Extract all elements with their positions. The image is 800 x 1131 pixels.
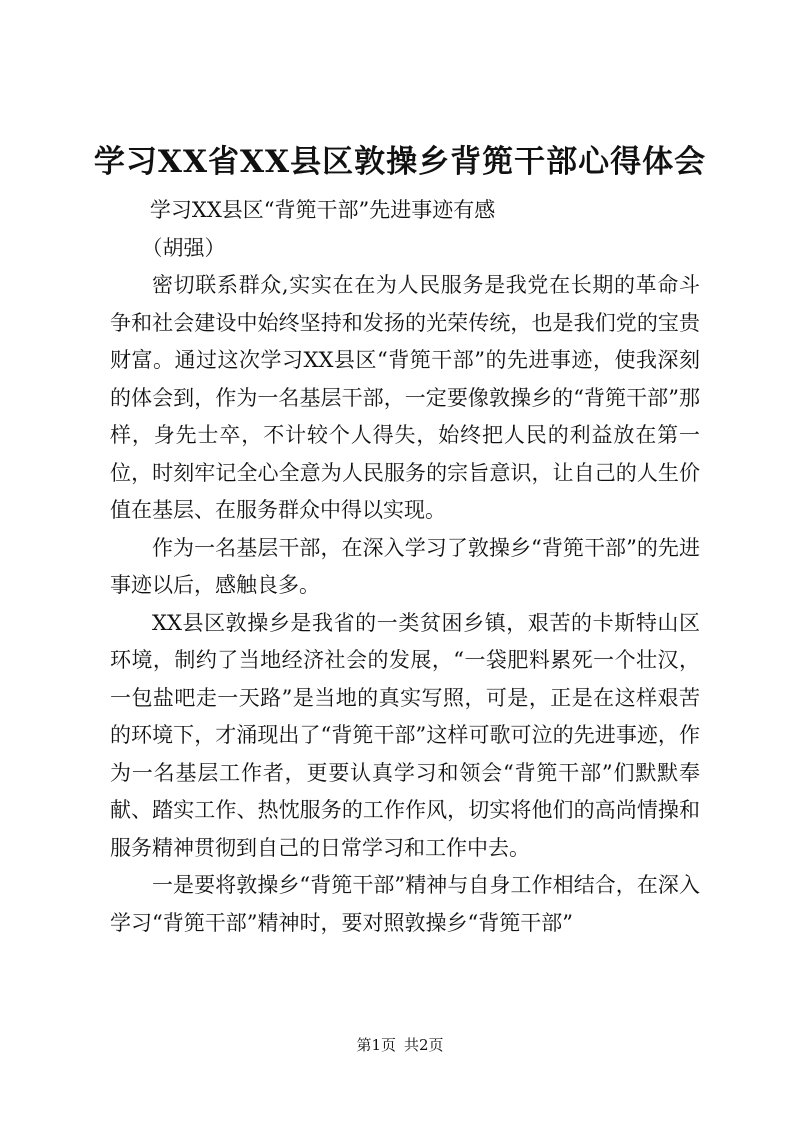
body-paragraph: 密切联系群众,实实在在为人民服务是我党在长期的革命斗争和社会建设中始终坚持和发扬的光荣传统，也是我们党的宝贵财富。通过这次学习XX县区“背篼干部”的先进事迹，使我深刻的体会到，作为一名基层干部，一定要像敦操乡的“背篼干部”那样，身先士卒，不计较个人得失，始终把人民的利益放在第一位，时刻牢记全心全意为人民服务的宗旨意识，让自己的人生价值在基层、在服务群众中得以实现。 (110, 273, 700, 522)
body-paragraph: XX县区敦操乡是我省的一类贫困乡镇，艰苦的卡斯特山区环境，制约了当地经济社会的发展，“一袋肥料累死一个壮汉，一包盐吧走一天路”是当地的真实写照，可是，正是在这样艰苦的环境下，才涌现出了“背篼干部”这样可歌可泣的先进事迹，作为一名基层工作者，更要认真学习和领会“背篼干部”们默默奉献、踏实工作、热忱服务的工作作风，切实将他们的高尚情操和服务精神贯彻到自己的日常学习和工作中去。 (110, 610, 700, 860)
document-title: 学习XX省XX县区敦操乡背篼干部心得体会 (93, 144, 707, 180)
body-paragraph: 一是要将敦操乡“背篼干部”精神与自身工作相结合，在深入学习“背篼干部”精神时，要对照敦操乡“背篼干部” (110, 873, 700, 935)
page-total: 共2页 (404, 1036, 444, 1054)
document-subtitle: 学习XX县区“背篼干部”先进事迹有感 (149, 198, 496, 222)
document-author: （胡强） (141, 235, 226, 260)
body-paragraph: 作为一名基层干部，在深入学习了敦操乡“背篼干部”的先进事迹以后，感触良多。 (110, 535, 700, 597)
document-body (110, 192, 700, 942)
page-number: 第1页 (356, 1036, 396, 1054)
page-footer (0, 1034, 800, 1056)
